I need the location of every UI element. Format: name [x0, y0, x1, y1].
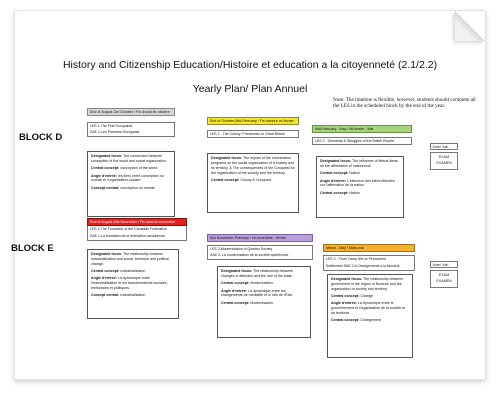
- block-e-term-3: [323, 244, 415, 271]
- les-list: [87, 226, 187, 241]
- les-list: [207, 130, 299, 139]
- concept-fr-text: Nation: [349, 190, 360, 195]
- term-header: Mid-February - May / Mi-février - Mai: [312, 125, 412, 133]
- concept-text: Colony & Conquest: [240, 177, 272, 182]
- block-d-focus-1: [87, 151, 175, 217]
- block-e-focus-3: [327, 274, 413, 358]
- focus-label: Designated focus:: [211, 156, 243, 160]
- angle-label: Angle d'entrée:: [320, 178, 347, 183]
- block-d-june-label: June/ Juin: [430, 143, 458, 150]
- block-e-term-2: [207, 234, 313, 260]
- angle-text: La dynamique entre les changements de mentalité et le rôle de l'État.: [221, 288, 293, 298]
- focus-text: The relationship between government in the region of Nunavik and the organization of society and territory.: [331, 277, 404, 291]
- block-e-focus-1: [87, 249, 179, 319]
- block-e-term-1: [87, 218, 187, 241]
- angle-text: La dynamique entre le gouvernement et l'organisation de la société et du territoire.: [331, 301, 406, 316]
- term-header: March - May / Mars-mai: [323, 244, 415, 252]
- les-list: [323, 255, 415, 271]
- concept-fr-label: Central concept:: [221, 300, 250, 305]
- focus-text: The relationship between industrialization and social, territorial and political change.: [91, 252, 169, 266]
- concept-text: conception of the world: [120, 166, 158, 171]
- page-curl: [455, 11, 485, 41]
- focus-label: Designated focus:: [320, 159, 352, 163]
- block-e-label: BLOCK E: [11, 243, 54, 254]
- concept-label: Central concept:: [91, 269, 120, 274]
- les-list: [312, 137, 412, 146]
- term-header: End of October-Mid-February / Fin octobre-mi-février: [207, 117, 299, 125]
- les-item: LES 3 - From Camp 80s to Permanent: [326, 256, 386, 261]
- block-d-term-3: [312, 125, 412, 145]
- angle-text: les liens entre conception du monde et l'organisation sociale.: [91, 173, 164, 183]
- les-item: SAE 2- La modernisation de la société québécoise: [210, 253, 289, 258]
- les-item: Settlement SAE 3 A Changements a la Nunavik: [326, 264, 400, 269]
- concept-label: Central concept:: [221, 281, 250, 286]
- timeline-note: Note: The timeline is flexible, however, students should complete all the LES in the scheduled block by the end of the year.: [333, 97, 476, 110]
- concept-fr-text: Industrialisation: [120, 293, 146, 298]
- exam-label-fr: EXAMEN: [436, 278, 452, 283]
- concept-fr-text: conception du monde: [120, 185, 155, 190]
- block-e-june-label: June/ Juin: [430, 261, 458, 268]
- exam-label: EXAM: [438, 155, 450, 159]
- les-item: SAE 1-La formation de la fédération canadienne: [90, 234, 165, 239]
- angle-label: Angle d'entrée:: [331, 301, 358, 306]
- concept-text: Change: [360, 294, 373, 299]
- focus-text: The influence of liberal ideas on the affirmation of nationhood.: [320, 159, 398, 168]
- block-d-exam-box: [430, 152, 458, 170]
- les-item: LES 1-The Formation of the Canadian Federation: [90, 226, 167, 231]
- concept-label: Central concept:: [331, 294, 360, 299]
- exam-label-fr: EXAMEN: [436, 160, 452, 165]
- block-d-term-1: [87, 108, 175, 137]
- focus-text: The connection between conception of the world and social organization.: [91, 154, 167, 163]
- document-page: [11, 10, 486, 380]
- block-d-focus-3: [316, 156, 404, 218]
- focus-label: Designated focus:: [91, 252, 123, 256]
- document-subtitle: Yearly Plan/ Plan Annuel: [192, 83, 308, 95]
- exam-label: EXAM: [438, 273, 450, 277]
- les-list: [207, 245, 313, 260]
- les-item: LES 2-Modernization of Quebec Society: [210, 246, 273, 251]
- angle-text: L'influence des idées libérales sur l'affirmation de la nation.: [320, 178, 395, 188]
- block-d-focus-2: [207, 153, 299, 213]
- term-header: Mid November-February / mi-novembre - février: [207, 234, 313, 242]
- concept-fr-label: Concept central:: [91, 185, 120, 190]
- les-item: SAE 1-Les Premiers Occupants: [90, 130, 140, 135]
- les-item: LES 3 - Demands & Struggles of the British Empire: [315, 138, 395, 143]
- concept-fr-text: Modernisation: [250, 300, 273, 305]
- focus-text: The impact of the colonization programs on the social organization of a society and its territory. & The consequences of the Conquest for the organization of the society and the territory.: [211, 156, 295, 175]
- concept-text: Industrialization: [120, 269, 146, 274]
- focus-label: Designated focus:: [91, 154, 123, 158]
- concept-fr-text: Changement: [360, 318, 381, 323]
- concept-label: Central concept:: [91, 166, 120, 171]
- concept-label: Central concept:: [211, 177, 240, 182]
- angle-text: La dynamique entre l'industrialisation et les transformations sociales, territoriales et politiques.: [91, 276, 168, 291]
- block-d-label: BLOCK D: [19, 132, 63, 143]
- angle-label: Angle d'entrée:: [91, 276, 118, 281]
- angle-label: Angle d'entrée:: [91, 173, 118, 178]
- les-item: LES 2 - The Colony: Frenchmen to Great Britain: [210, 131, 285, 136]
- les-list: [87, 122, 175, 137]
- concept-fr-label: Central concept:: [320, 190, 349, 195]
- block-d-term-2: [207, 117, 299, 138]
- concept-fr-label: Concept central:: [91, 293, 120, 298]
- les-item: LES 1-The First Occupants: [90, 123, 133, 128]
- concept-text: Nation: [349, 171, 360, 176]
- concept-label: Central concept:: [320, 171, 349, 176]
- concept-text: Modernization: [250, 281, 273, 286]
- focus-label: Designated focus:: [221, 269, 253, 273]
- term-header: End of August-Oct October / Fin d'août-fin octobre: [87, 108, 175, 116]
- focus-text: The relationship between changes in attitudes and the role of the state.: [221, 269, 294, 278]
- focus-label: Designated focus:: [331, 277, 363, 281]
- angle-label: Angle d'entrée:: [221, 288, 248, 293]
- document-title: History and Citizenship Education/Histoire et education a la citoyenneté (2.1/2.2): [62, 59, 438, 71]
- block-e-focus-2: [217, 266, 311, 338]
- concept-fr-label: Central concept:: [331, 318, 360, 323]
- term-header: End of August-Mid November / Fin août-mi-novembre: [87, 218, 187, 226]
- block-e-exam-box: [430, 270, 458, 288]
